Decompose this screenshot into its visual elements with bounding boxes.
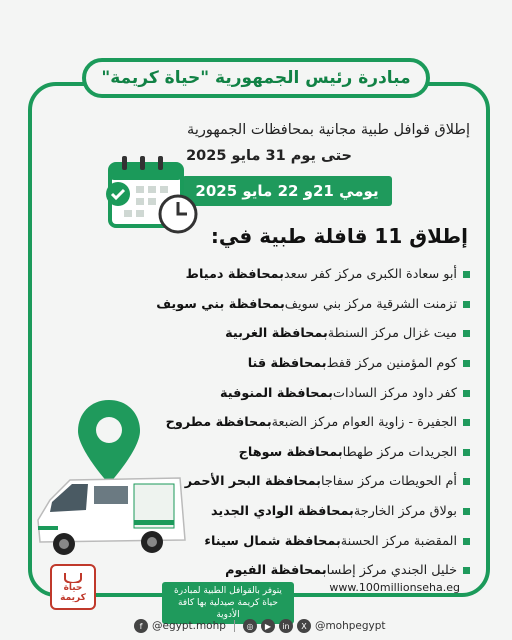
list-item (150, 526, 470, 556)
subtitle-line2: حتى يوم 31 مايو 2025 (186, 148, 352, 164)
youtube-icon[interactable]: ▶ (261, 619, 275, 633)
hayah-karima-logo (50, 564, 96, 610)
social-footer (134, 616, 484, 636)
logo-text: حياة كريمة (60, 583, 86, 603)
list-item-governorate: بمحافظة المنوفية (220, 385, 333, 401)
list-item-governorate: بمحافظة شمال سيناء (204, 533, 341, 549)
bullet-square-icon (463, 390, 470, 397)
x-icon[interactable]: X (297, 619, 311, 633)
list-item (150, 290, 470, 320)
title-pill (82, 58, 430, 98)
bullet-square-icon (463, 538, 470, 545)
list-item-governorate: بمحافظة دمياط (185, 267, 284, 283)
list-item-place: كوم المؤمنين مركز قفط (326, 356, 457, 372)
list-item-place: المقضبة مركز الحسنة (340, 533, 457, 549)
list-item (150, 408, 470, 438)
list-item-place: الجفيرة - زاوية العوام مركز الضبعة (271, 415, 457, 431)
list-item-governorate: بمحافظة قنا (247, 356, 327, 372)
list-item-place: أبو سعادة الكبرى مركز كفر سعد (283, 267, 457, 283)
list-item-place: أم الحويطات مركز سفاجا (321, 474, 457, 490)
handle-left[interactable]: @egypt.mohp (152, 620, 226, 632)
list-item-governorate: بمحافظة الغربية (225, 326, 328, 342)
bullet-square-icon (463, 271, 470, 278)
list-item-governorate: بمحافظة الفيوم (225, 563, 327, 579)
list-item-place: ميت غزال مركز السنطة (327, 326, 457, 342)
facebook-icon[interactable]: f (134, 619, 148, 633)
list-item (150, 438, 470, 468)
logo-mark-icon (63, 571, 83, 583)
list-item (150, 319, 470, 349)
locations-list (150, 260, 470, 586)
date-banner-text: يومي 21و 22 مايو 2025 (195, 182, 379, 200)
list-item (150, 497, 470, 527)
list-item-place: بولاق مركز الخارجة (353, 504, 457, 520)
bullet-square-icon (463, 478, 470, 485)
list-item-place: تزمنت الشرقية مركز بني سويف (284, 296, 457, 312)
bullet-square-icon (463, 419, 470, 426)
title: مبادرة رئيس الجمهورية "حياة كريمة" (101, 68, 411, 88)
linkedin-icon[interactable]: in (279, 619, 293, 633)
subtitle-line1: إطلاق قوافل طبية مجانية بمحافظات الجمهورية (187, 122, 470, 138)
instagram-icon[interactable]: ◎ (243, 619, 257, 633)
handle-right[interactable]: @mohpegypt (314, 620, 386, 632)
list-item (150, 467, 470, 497)
list-item-governorate: بمحافظة بني سويف (156, 296, 285, 312)
bullet-square-icon (463, 301, 470, 308)
list-item-place: الجريدات مركز طهطا (342, 444, 457, 460)
pharmacy-note: يتوفر بالقوافل الطبية لمبادرة حياة كريمة صيدلية بها كافة الأدوية (162, 582, 294, 624)
list-item-governorate: بمحافظة البحر الأحمر (184, 474, 321, 490)
list-item-place: كفر داود مركز السادات (332, 385, 457, 401)
list-item (150, 349, 470, 379)
footer-divider (234, 620, 235, 632)
bullet-square-icon (463, 567, 470, 574)
bullet-square-icon (463, 330, 470, 337)
bullet-square-icon (463, 449, 470, 456)
bullet-square-icon (463, 508, 470, 515)
calendar-icon (100, 150, 200, 240)
list-heading: إطلاق 11 قافلة طبية في: (210, 224, 468, 248)
website-link[interactable]: www.100millionseha.eg (329, 581, 460, 594)
list-item-governorate: بمحافظة الوادي الجديد (211, 504, 354, 520)
date-banner (182, 176, 392, 206)
list-item-governorate: بمحافظة سوهاج (238, 444, 343, 460)
bullet-square-icon (463, 360, 470, 367)
list-item-place: خليل الجندي مركز إطسا (326, 563, 457, 579)
list-item-governorate: بمحافظة مطروح (165, 415, 272, 431)
list-item (150, 260, 470, 290)
ambulance-van-image (30, 470, 190, 562)
list-item (150, 378, 470, 408)
